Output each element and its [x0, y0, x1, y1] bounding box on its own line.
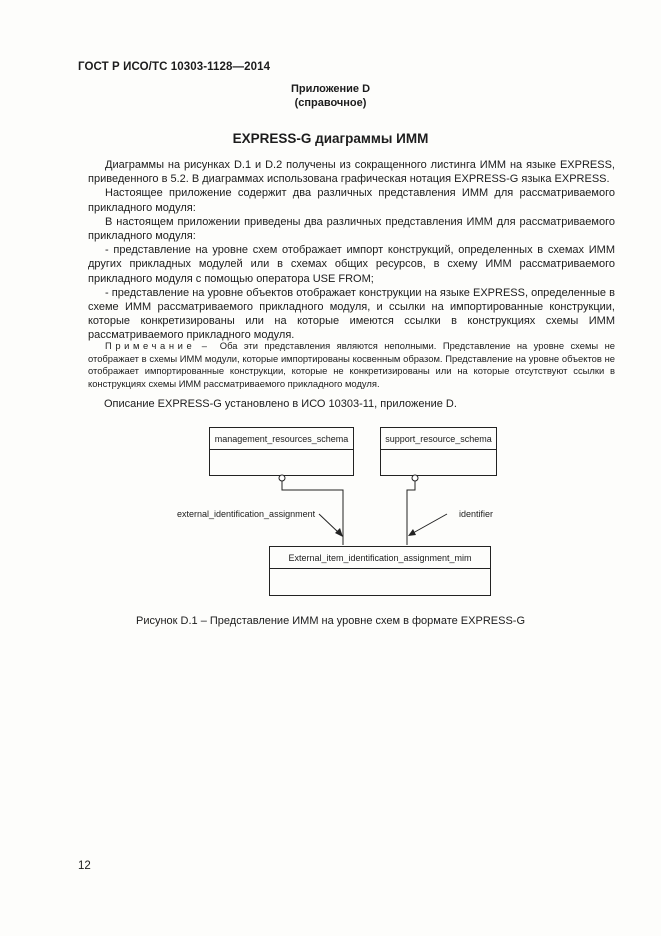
paragraph: Настоящее приложение содержит два различных представления ИММ для рассматриваемого прикладного модуля:: [88, 187, 615, 214]
label-right: identifier: [459, 509, 494, 519]
label-pointer-right: [413, 514, 447, 533]
paragraph: - представление на уровне объектов отображает конструкции на языке EXPRESS, определенные в схеме ИММ рассматриваемого прикладного модуля, и ссылки на импортированные конструкции, которые конкретизированы или на которые имеются ссылки в конструкциях схемы ИММ рассматриваемого прикладного модуля.: [88, 286, 615, 342]
annex-subtitle: (справочное): [294, 97, 367, 109]
paragraph: В настоящем приложении приведены два различных представления ИММ для рассматриваемого прикладного модуля:: [88, 215, 615, 243]
description: Описание EXPRESS-G установлено в ИСО 10303-11, приложение D.: [104, 398, 457, 410]
label-pointer-left: [319, 514, 339, 533]
schema-bottom-title: External_item_identification_assignment_mim: [270, 547, 490, 569]
schema-right-title: support_resource_schema: [381, 428, 496, 450]
relation-circle-left: [279, 475, 285, 481]
section-title: EXPRESS-G диаграммы ИММ: [232, 131, 429, 146]
annex-title: Приложение D: [290, 83, 371, 95]
arrowhead-left: [335, 528, 343, 537]
label-left: external_identification_assignment: [177, 509, 316, 519]
page-number: 12: [78, 860, 91, 872]
paragraph: Диаграммы на рисунках D.1 и D.2 получены из сокращенного листинга ИММ на языке EXPRESS, приведенного в 5.2. В диаграммах использована графическая нотация EXPRESS-G языка EXPRESS.: [88, 159, 615, 186]
note-dash: –: [201, 340, 207, 351]
schema-left-title: management_resources_schema: [210, 428, 353, 450]
relation-circle-right: [412, 475, 418, 481]
standard-header: ГОСТ Р ИСО/ТС 10303-1128—2014: [78, 61, 271, 73]
paragraph: - представление на уровне схем отображает импорт конструкций, определенных в схемах ИММ других прикладных модулей или в схемах общих ресурсов, в схему ИММ рассматриваемого прикладного модуля с помощью оператора USE FROM;: [88, 244, 615, 285]
note-text: Оба эти представления являются неполными. Представление на уровне схемы не отображает в схемы ИММ модули, которые импортированы косвенным образом. Представление на уровне объектов не отображает импортированные конструкции, которые не конкретизированы или на которые отсутствуют ссылки в конструкциях схемы ИММ рассматриваемого прикладного модуля.: [88, 340, 615, 389]
note-label: Примечание: [105, 340, 196, 351]
figure-caption: Рисунок D.1 – Представление ИММ на уровне схем в формате EXPRESS-G: [135, 615, 525, 627]
